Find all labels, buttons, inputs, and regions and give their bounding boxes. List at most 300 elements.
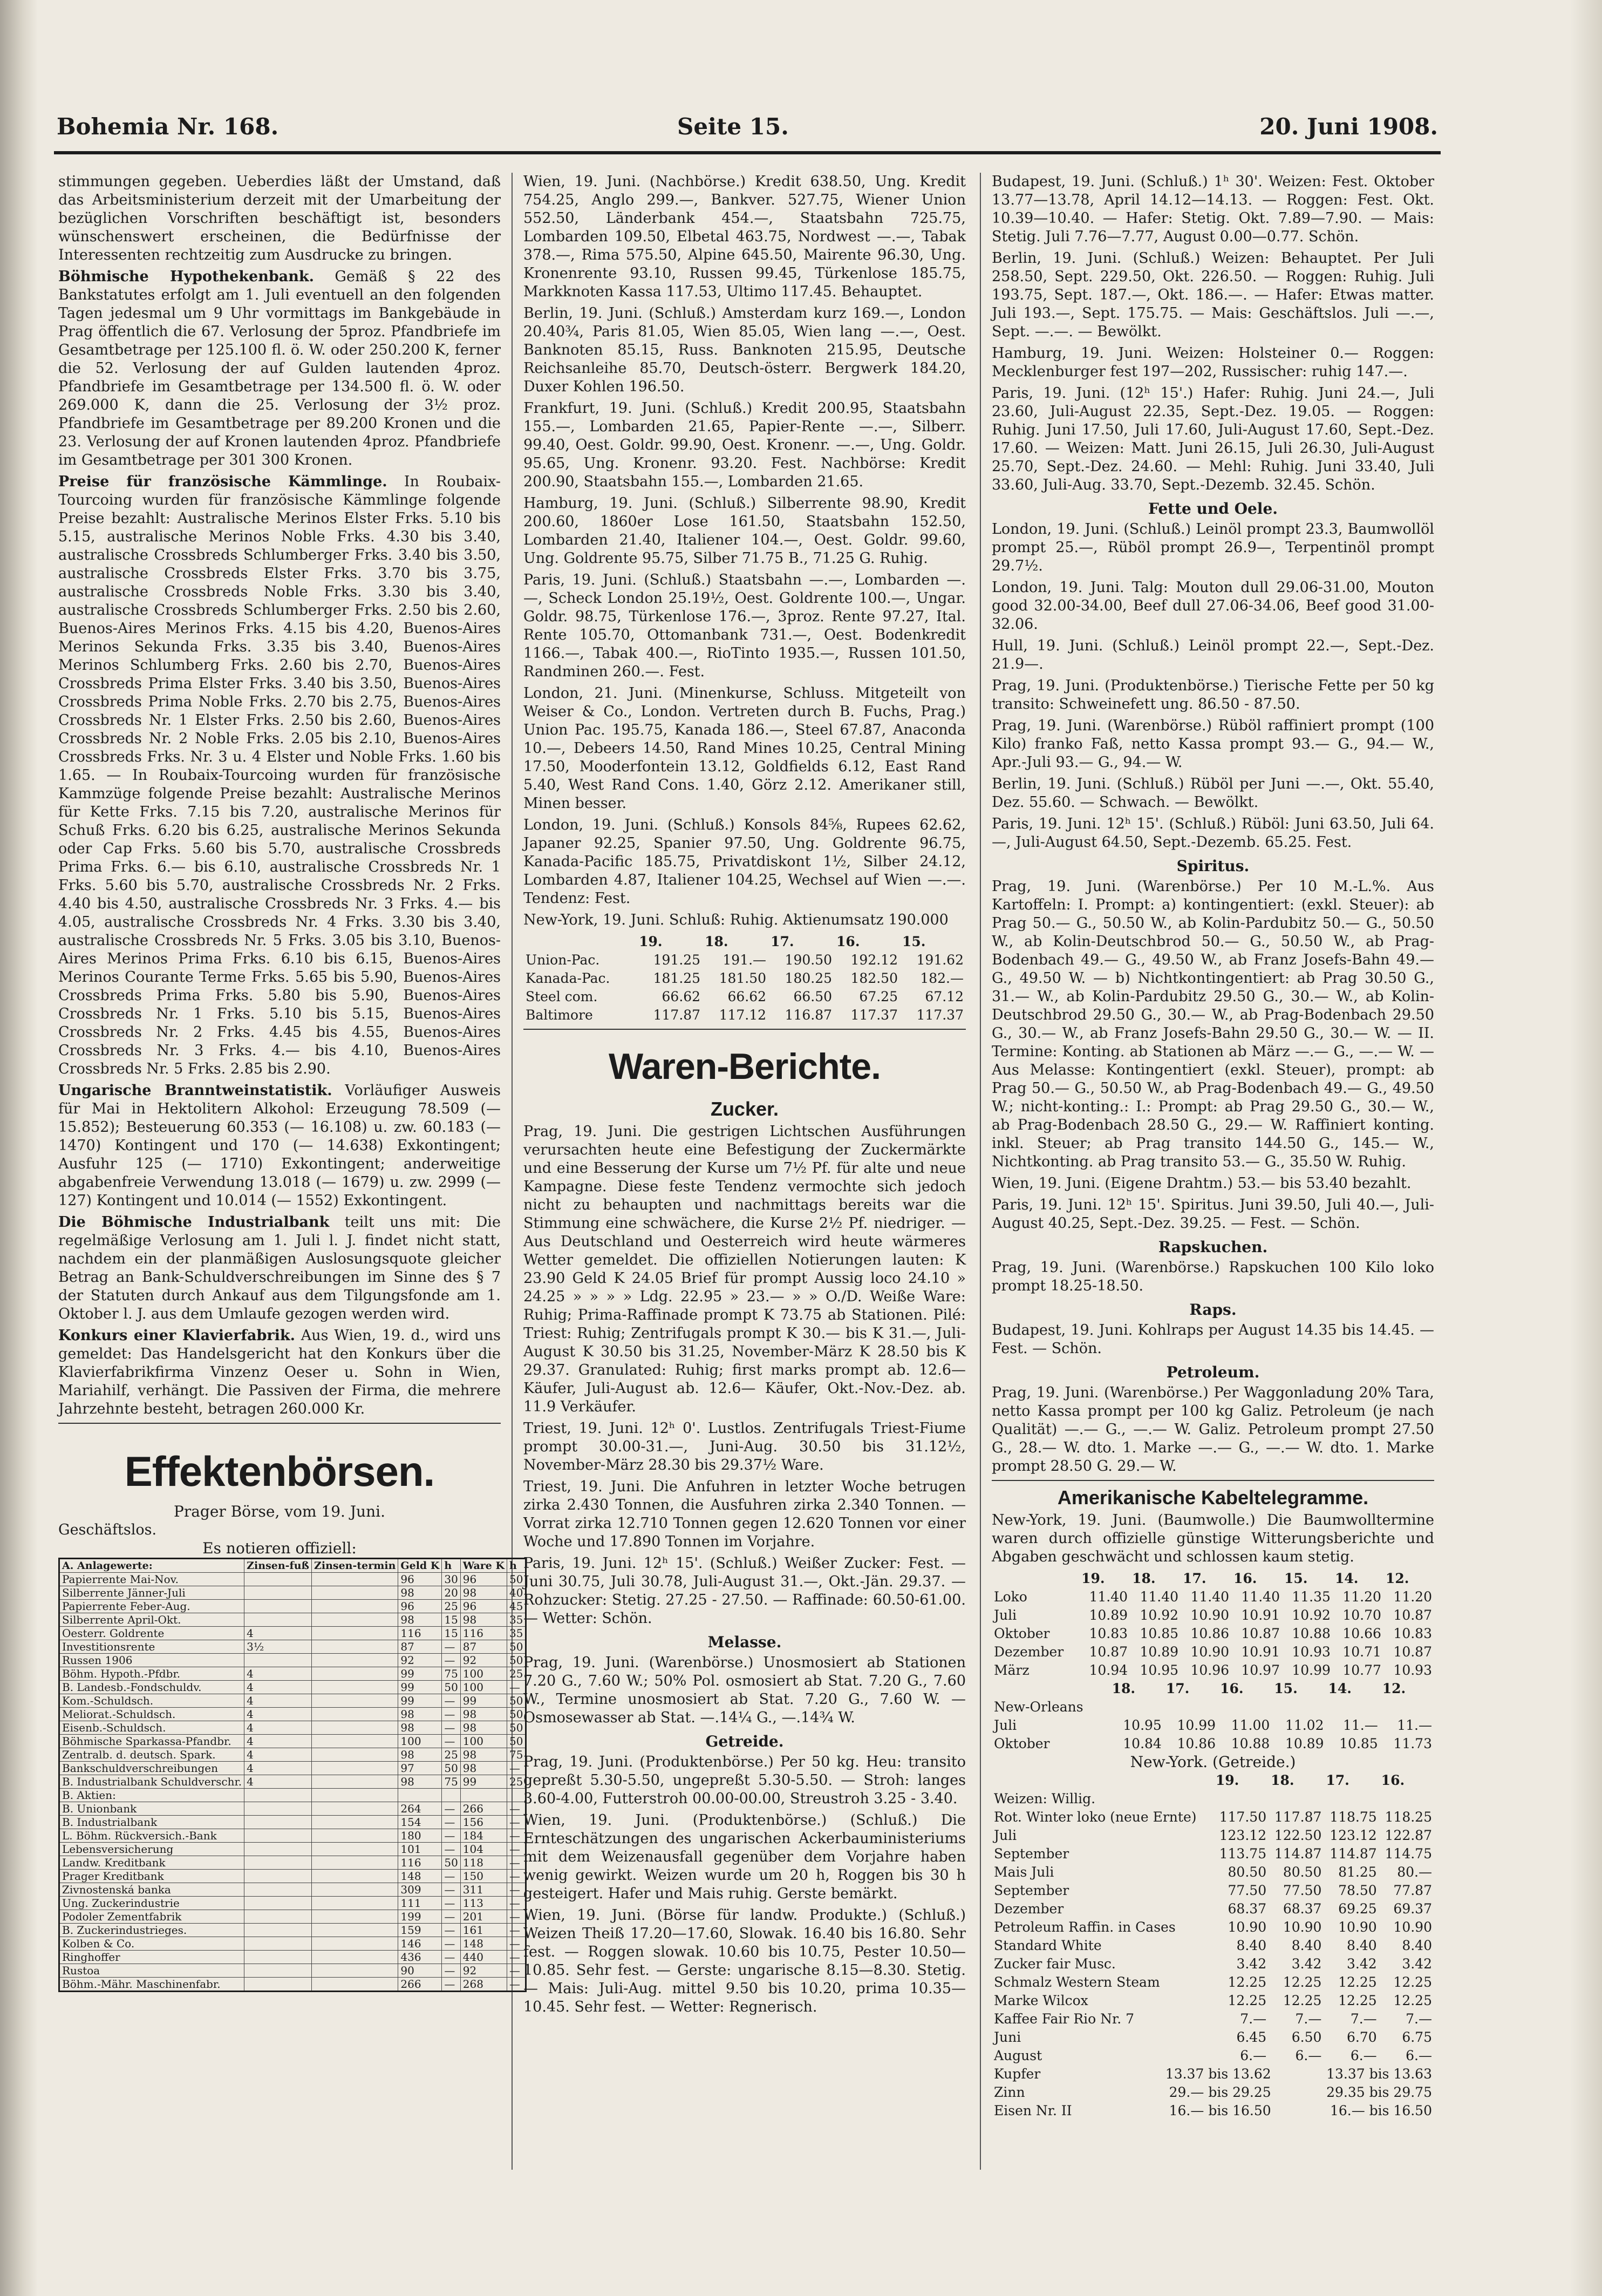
report-london: London, 19. Juni. (Schluß.) Konsols 84⅝, Rupees 62.62, Japaner 92.25, Spanier 97.50, Ung. Goldrente 96.75, Kanada-Pacific 185.75, Privatdiskont 1½, Silber 24.12, Lombarden 4.87, Italiener 104.25, Wechsel auf Wien —.—. Tendenz: Fest.: [523, 817, 966, 907]
table-body: [992, 1588, 1434, 1680]
table-cell: [1379, 1790, 1434, 1808]
table-cell: B. Industrialbank Schuldverschr.: [59, 1775, 244, 1789]
table-cell: 12.25: [1393, 1974, 1432, 1990]
table-cell: 11.40: [1190, 1589, 1230, 1605]
hypo-title: Böhmische Hypothekenbank.: [58, 268, 314, 285]
table-cell: 191.62: [916, 952, 964, 968]
table-cell: 98: [460, 1721, 507, 1735]
table-cell: —: [442, 1910, 460, 1924]
table-cell: 99: [398, 1681, 442, 1694]
table-cell: 50: [507, 1721, 526, 1735]
table-cell: 150: [460, 1870, 507, 1883]
table-cell: Kaffee Fair Rio Nr. 7: [994, 2011, 1135, 2027]
table-cell: [1380, 1698, 1434, 1716]
table-cell: 159: [398, 1924, 442, 1937]
table-cell: 10.96: [1190, 1662, 1230, 1678]
table-cell: 25: [507, 1667, 526, 1681]
table-cell: —: [507, 1883, 526, 1897]
table-cell: Kanada-Pac.: [526, 970, 610, 986]
table-cell: [244, 1789, 312, 1802]
column-1: [58, 173, 523, 1992]
table-cell: 80.—: [1397, 1864, 1432, 1880]
report-hamburg-getreide: Hamburg, 19. Juni. Weizen: Holsteiner 0.— Roggen: Mecklenburger fest 197—202, Russischer: ruhig 147.—.: [992, 345, 1434, 380]
table-cell: 99: [460, 1775, 507, 1789]
table-row: [992, 1992, 1434, 2010]
melasse-title: Melasse.: [707, 1633, 782, 1651]
table-cell: 104: [460, 1843, 507, 1856]
table-row: [523, 988, 966, 1006]
table-cell: 10.94: [1089, 1662, 1128, 1678]
paragraph-branntwein: [58, 1082, 501, 1210]
table-cell: Steel com.: [526, 989, 598, 1004]
table-row: [59, 1924, 526, 1937]
table-cell: 100: [460, 1681, 507, 1694]
report-paris: Paris, 19. Juni. (Schluß.) Staatsbahn —.—, Lombarden —.—, Scheck London 25.19½, Oest. Goldrente 100.—, Ungar. Goldr. 98.75, Türkenlose 176.—, 3proz. Rente 97.27, Ital. Rente 105.70, Ottomanbank 731.—, Oest. Bodenkredit 1166.—, Tabak 400.—, RioTinto 1935.—, Russen 101.50, Randminen 260.—. Fest.: [523, 572, 966, 680]
table-cell: 4: [244, 1748, 312, 1762]
table-cell: 10.90: [1393, 1919, 1432, 1935]
table-cell: —: [442, 1843, 460, 1856]
table-cell: 199: [398, 1910, 442, 1924]
table-cell: [244, 1600, 312, 1613]
table-body: [992, 1698, 1434, 1753]
table-cell: [311, 1694, 398, 1708]
table-cell: [1269, 1790, 1324, 1808]
table-cell: [244, 1978, 312, 1992]
table-cell: Mais Juli: [994, 1864, 1054, 1880]
table-cell: 11.40: [1241, 1589, 1280, 1605]
table-cell: 3.42: [1402, 1956, 1432, 1972]
table-cell: New-Orleans: [994, 1699, 1083, 1715]
table-cell: Böhm. Hypoth.-Pfdbr.: [59, 1667, 244, 1681]
table-cell: —: [442, 1735, 460, 1748]
table-header-cell: 18.: [705, 934, 728, 949]
table-body: [523, 951, 966, 1024]
table-row: [992, 1973, 1434, 1992]
table-cell: [311, 1613, 398, 1627]
preise-text: In Roubaix-Tourcoing wurden für französische Kämmlinge folgende Preise bezahlt: Australische Merinos Elster Frks. 5.10 bis 5.15, australische Merinos Noble Frks. 4.30 bis 3.40, australische Crossbreds Schlumberger Frks. 3.40 bis 3.50, australische Crossbreds Elster Frks. 3.70 bis 3.75, australische Crossbreds Noble Frks. 3.30 bis 3.40, australische Crossbreds Schlumberger Frks. 2.50 bis 2.60, Buenos-Aires Merinos Frks. 4.15 bis 4.20, Buenos-Aires Merinos Sekunda Frks. 3.35 bis 3.40, Buenos-Aires Merinos Schlumberg Frks. 2.60 bis 2.70, Buenos-Aires Crossbreds Prima Elster Frks. 3.40 bis 3.50, Buenos-Aires Crossbreds Prima Noble Frks. 2.70 bis 2.75, Buenos-Aires Crossbreds Nr. 1 Elster Frks. 2.50 bis 2.60, Buenos-Aires Crossbreds Nr. 2 Noble Frks. 2.05 bis 2.10, Buenos-Aires Crossbreds Frks. Nr. 3 u. 4 Elster und Noble Frks. 1.60 bis 1.65. — In Roubaix-Tourcoing wurden für französische Kammzüge folgende Preise bezahlt: Australische Merinos für Kette Frks. 7.15 bis 7.20, australische Merinos für Schuß Frks. 6.20 bis 6.25, australische Merinos Sekunda oder Cap Frks. 5.60 bis 5.70, australische Crossbreds Prima Frks. 6.— bis 6.10, australische Crossbreds Nr. 1 Frks. 5.60 bis 5.70, australische Crossbreds Nr. 2 Frks. 4.40 bis 4.50, australische Crossbreds Nr. 3 Frks. 4.— bis 4.05, australische Crossbreds Nr. 4 Frks. 3.30 bis 3.40, australische Crossbreds Nr. 5 Frks. 3.05 bis 3.10, Buenos-Aires Merinos Prima Frks. 6.10 bis 6.15, Buenos-Aires Merinos Courante Terme Frks. 5.65 bis 5.90, Buenos-Aires Crossbreds Prima Frks. 5.80 bis 5.90, Buenos-Aires Crossbreds Nr. 1 Frks. 5.10 bis 5.15, Buenos-Aires Crossbreds Nr. 2 Frks. 4.45 bis 4.55, Buenos-Aires Crossbreds Nr. 3 Frks. 4.— bis 4.10, Buenos-Aires Crossbreds Nr. 5 Frks. 2.85 bis 2.90.: [58, 473, 501, 1077]
report-newyork: New-York, 19. Juni. Schluß: Ruhig. Aktienumsatz 190.000: [523, 912, 949, 928]
table-cell: 116: [460, 1627, 507, 1640]
table-header-cell: 16.: [1233, 1571, 1257, 1586]
table-cell: 146: [398, 1937, 442, 1951]
table-cell: Juli: [994, 1717, 1017, 1733]
table-cell: 10.93: [1393, 1662, 1432, 1678]
table-row: [59, 1978, 526, 1992]
table-cell: 10.71: [1342, 1644, 1381, 1660]
column-2: [523, 173, 966, 2020]
table-cell: —: [442, 1694, 460, 1708]
table-cell: 10.95: [1140, 1662, 1179, 1678]
report-melasse: Prag, 19. Juni. (Warenbörse.) Unosmosiert ab Stationen 7.20 G., 7.60 W.; 50% Pol. osmosiert ab Stat. 7.20 G., 7.60 W., Termine unosmosiert ab Stat. 7.20 G., 7.60 W. — Osmosewasser ab Stat. —.14¼ G., —.14¾ W.: [523, 1654, 966, 1726]
table-cell: 96: [398, 1573, 442, 1586]
table-cell: [244, 1802, 312, 1816]
table-header-cell: 17.: [1165, 1681, 1190, 1696]
table-body: [59, 1573, 526, 1992]
table-cell: 50: [442, 1856, 460, 1870]
table-cell: 15: [442, 1627, 460, 1640]
table-cell: 116.87: [785, 1007, 833, 1023]
table-cell: 50: [507, 1735, 526, 1748]
table-cell: 92: [460, 1964, 507, 1978]
table-cell: 96: [460, 1600, 507, 1613]
table-row: [59, 1600, 526, 1613]
table-header-cell: [992, 1771, 1214, 1790]
table-cell: 10.87: [1393, 1607, 1432, 1623]
table-cell: 266: [398, 1978, 442, 1992]
table-header-cell: 16.: [1220, 1681, 1244, 1696]
table-cell: [311, 1627, 398, 1640]
table-cell: 10.83: [1089, 1626, 1128, 1641]
table-cell: 117.37: [916, 1007, 964, 1023]
table-cell: [1164, 1698, 1218, 1716]
divider: [523, 1029, 966, 1030]
paragraph-hypothekenbank: [58, 268, 501, 470]
table-row: [59, 1910, 526, 1924]
table-cell: 68.37: [1283, 1901, 1322, 1917]
table-cell: —: [507, 1897, 526, 1910]
table-header-cell: 17.: [1183, 1571, 1206, 1586]
notieren-line: Es notieren offiziell:: [202, 1539, 357, 1557]
table-cell: 99: [398, 1694, 442, 1708]
cotton-table: [992, 1570, 1434, 1680]
table-row: [59, 1654, 526, 1667]
table-cell: 10.86: [1177, 1736, 1216, 1751]
table-row: [992, 2047, 1434, 2065]
table-cell: 192.12: [850, 952, 898, 968]
table-cell: Bankschuldverschreibungen: [59, 1762, 244, 1775]
table-cell: Investitionsrente: [59, 1640, 244, 1654]
table-cell: 268: [460, 1978, 507, 1992]
header-right: 20. Juni 1908.: [1259, 113, 1438, 140]
brannt-title: Ungarische Branntweinstatistik.: [58, 1082, 332, 1099]
paragraph-konkurs: [58, 1327, 501, 1418]
table-cell: 10.70: [1342, 1607, 1381, 1623]
table-cell: [244, 1910, 312, 1924]
table-row: [992, 1588, 1434, 1606]
table-cell: 50: [507, 1708, 526, 1721]
table-row: [523, 969, 966, 988]
table-cell: 98: [460, 1613, 507, 1627]
table-cell: Landw. Kreditbank: [59, 1856, 244, 1870]
table-cell: [1214, 1790, 1269, 1808]
report-getreide-3: Wien, 19. Juni. (Börse für landw. Produkte.) (Schluß.) Weizen Theiß 17.20—17.60, Slowak. 16.40 bis 16.80. Sehr fest. — Roggen slowak. 10.60 bis 10.75, Pester 10.50—10.85. Sehr fest. — Gerste: ungarische 8.15—8.30. Stetig. — Mais: Juli-Aug. mittel 9.50 bis 10.20, prima 10.35—10.45. Sehr fest. — Wetter: Regnerisch.: [523, 1907, 966, 2015]
table-cell: [1324, 1790, 1379, 1808]
table-cell: 13.37 bis 13.63: [1326, 2066, 1432, 2082]
table-cell: 118.25: [1385, 1809, 1432, 1825]
table-cell: 3½: [244, 1640, 312, 1654]
table-cell: [311, 1843, 398, 1856]
table-cell: 6.—: [1295, 2048, 1322, 2063]
table-cell: —: [442, 1829, 460, 1843]
table-cell: Papierrente Mai-Nov.: [59, 1573, 244, 1586]
prague-quote-table: [58, 1558, 527, 1992]
table-row: [992, 1625, 1434, 1643]
table-cell: 78.50: [1338, 1883, 1377, 1898]
table-cell: 3.42: [1236, 1956, 1267, 1972]
table-cell: L. Böhm. Rückversich.-Bank: [59, 1829, 244, 1843]
table-cell: 75: [442, 1775, 460, 1789]
table-cell: März: [994, 1662, 1030, 1678]
table-cell: 6.45: [1236, 2029, 1267, 2045]
table-cell: 67.12: [925, 989, 964, 1004]
table-row: [992, 2083, 1434, 2102]
table-header-cell: 18.: [1132, 1571, 1156, 1586]
hypo-text: Gemäß § 22 des Bankstatutes erfolgt am 1. Juli eventuell an den folgenden Tagen jedesmal um 9 Uhr vormittags im Bankgebäude in Prag öffentlich die 67. Verlosung der 5proz. Pfandbriefe im Gesamtbetrage per 125.100 fl. ö. W. oder 250.200 K, ferner die 52. Verlosung der auf Gulden lautenden 4proz. Pfandbriefe im Gesamtbetrage per 134.500 fl. ö. W. oder 269.000 K, dann die 25. Verlosung der 3½ proz. Pfandbriefe im Gesamtbetrage per 89.200 Kronen und die 23. Verlosung der auf Kronen lautenden 4proz. Pfandbriefe im Gesamtbetrage per 301 300 Kronen.: [58, 268, 501, 468]
indu-text: teilt uns mit: Die regelmäßige Verlosung am 1. Juli l. J. findet nicht statt, nachdem ein der planmäßigen Auslosungsquote gleicher Betrag an Bank-Schuldverschreibungen im Sinne des § 7 der Statuten durch Ankauf aus dem Tilgungsfonde am 1. Oktober l. J. aus dem Umlaufe gezogen werden wird.: [58, 1214, 501, 1322]
report-triest-1: Triest, 19. Juni. 12ʰ 0'. Lustlos. Zentrifugals Triest-Fiume prompt 30.00-31.—, Juni-Aug. 30.50 bis 31.12½, November-März 28.30 bis 29.37½ Ware.: [523, 1420, 966, 1473]
grain-table: [992, 1771, 1434, 2065]
table-cell: [244, 1951, 312, 1964]
table-cell: 50: [442, 1681, 460, 1694]
table-cell: 12.25: [1283, 1993, 1322, 2008]
table-cell: 11.—: [1397, 1717, 1432, 1733]
table-cell: [311, 1910, 398, 1924]
table-cell: 114.87: [1274, 1846, 1322, 1862]
table-cell: [311, 1897, 398, 1910]
table-cell: —: [507, 1802, 526, 1816]
table-cell: 45: [507, 1600, 526, 1613]
table-cell: 184: [460, 1829, 507, 1843]
table-row: [59, 1789, 526, 1802]
table-row: [992, 1698, 1434, 1716]
table-row: [59, 1843, 526, 1856]
table-cell: —: [442, 1721, 460, 1735]
table-cell: 66.62: [727, 989, 767, 1004]
table-row: [59, 1694, 526, 1708]
table-cell: 11.20: [1342, 1589, 1381, 1605]
table-cell: —: [442, 1897, 460, 1910]
table-cell: [311, 1735, 398, 1748]
table-cell: 75: [507, 1748, 526, 1762]
table-cell: 11.02: [1285, 1717, 1324, 1733]
table-cell: 114.87: [1330, 1846, 1377, 1862]
table-cell: [1326, 1698, 1380, 1716]
table-row: [992, 1845, 1434, 1863]
table-cell: 87: [460, 1640, 507, 1654]
table-row: [59, 1721, 526, 1735]
table-row: [992, 1735, 1434, 1753]
table-cell: B. Zuckerindustrieges.: [59, 1924, 244, 1937]
table-cell: 50: [507, 1654, 526, 1667]
table-header-cell: 15.: [1274, 1681, 1298, 1696]
table-cell: [244, 1586, 312, 1600]
table-cell: 10.85: [1339, 1736, 1378, 1751]
table-cell: —: [507, 1951, 526, 1964]
table-cell: 10.90: [1190, 1607, 1230, 1623]
table-cell: 123.12: [1330, 1828, 1377, 1843]
table-cell: 10.88: [1292, 1626, 1331, 1641]
report-petroleum: Prag, 19. Juni. (Warenbörse.) Per Waggonladung 20% Tara, netto Kassa prompt per 100 kg Galiz. Petroleum (je nach Qualität) —.— G., —.— W. Galiz. Petroleum prompt 27.50 G., 28.— W. dto. 1. Marke —.— G., —.— W. dto. 1. Marke prompt 28.50 G. 29.— W.: [992, 1384, 1434, 1475]
table-row: [59, 1816, 526, 1829]
table-cell: 98: [460, 1708, 507, 1721]
table-cell: 69.25: [1338, 1901, 1377, 1917]
report-berlin-getreide: Berlin, 19. Juni. (Schluß.) Weizen: Behauptet. Per Juli 258.50, Sept. 229.50, Okt. 226.50. — Roggen: Ruhig. Juli 193.75, Sept. 187.—, Okt. 186.—. — Hafer: Etwas matter. Juli 193.—, Sept. 175.75. — Mais: Geschäftslos. Juli —.—, Sept. —.—. — Bewölkt.: [992, 250, 1434, 340]
table-cell: 100: [460, 1667, 507, 1681]
table-cell: [311, 1762, 398, 1775]
table-cell: [442, 1789, 460, 1802]
table-cell: 25: [442, 1748, 460, 1762]
table-cell: 10.86: [1190, 1626, 1230, 1641]
table-header-cell: Geld K: [398, 1559, 442, 1573]
table-row: [523, 951, 966, 969]
table-row: [992, 1881, 1434, 1900]
table-cell: 4: [244, 1627, 312, 1640]
table-cell: —: [442, 1654, 460, 1667]
table-cell: 10.87: [1393, 1644, 1432, 1660]
table-row: [992, 1918, 1434, 1937]
table-cell: 116: [398, 1627, 442, 1640]
table-cell: 10.87: [1241, 1626, 1280, 1641]
table-cell: Juni: [994, 2029, 1021, 2045]
table-cell: 11.20: [1393, 1589, 1432, 1605]
table-cell: 181.50: [719, 970, 767, 986]
table-cell: 122.87: [1385, 1828, 1432, 1843]
table-cell: 117.12: [719, 1007, 767, 1023]
table-cell: 77.50: [1228, 1883, 1267, 1898]
table-cell: [311, 1802, 398, 1816]
indu-title: Die Böhmische Industrialbank: [58, 1214, 330, 1231]
page-header: [57, 113, 1438, 146]
petroleum-title: Petroleum.: [1166, 1363, 1260, 1381]
table-cell: 75: [442, 1667, 460, 1681]
table-header-cell: A. Anlagewerte:: [59, 1559, 244, 1573]
table-cell: —: [442, 1816, 460, 1829]
table-cell: 148: [398, 1870, 442, 1883]
getreide-title: Getreide.: [705, 1733, 784, 1750]
table-row: [59, 1937, 526, 1951]
table-cell: 29.— bis 29.25: [1169, 2084, 1271, 2100]
report-kabel: New-York, 19. Juni. (Baumwolle.) Die Baumwolltermine waren durch offizielle günstige Witterungsberichte und Abgaben geschwächt und schlossen kaum stetig.: [992, 1512, 1434, 1565]
table-cell: [244, 1870, 312, 1883]
table-cell: —: [442, 1640, 460, 1654]
table-cell: 13.37 bis 13.62: [1165, 2066, 1271, 2082]
table-cell: Loko: [994, 1589, 1027, 1605]
table-cell: [244, 1816, 312, 1829]
table-cell: Ringhoffer: [59, 1951, 244, 1964]
table-header-row: [992, 1570, 1434, 1588]
table-cell: —: [507, 1816, 526, 1829]
table-cell: 156: [460, 1816, 507, 1829]
column-separator: [980, 173, 981, 2170]
table-cell: [311, 1573, 398, 1586]
table-cell: Petroleum Raffin. in Cases: [994, 1919, 1176, 1935]
table-header-cell: 18.: [1271, 1772, 1294, 1788]
table-header-cell: 15.: [902, 934, 926, 949]
table-cell: 20: [442, 1586, 460, 1600]
report-fette-6: Berlin, 19. Juni. (Schluß.) Rüböl per Juni —.—, Okt. 55.40, Dez. 55.60. — Schwach. — Bewölkt.: [992, 776, 1434, 811]
table-cell: [311, 1829, 398, 1843]
table-row: [59, 1897, 526, 1910]
table-cell: 99: [460, 1694, 507, 1708]
table-cell: 92: [460, 1654, 507, 1667]
table-cell: 97: [398, 1762, 442, 1775]
table-cell: 50: [442, 1762, 460, 1775]
table-cell: Eisen Nr. II: [994, 2103, 1072, 2118]
table-cell: 96: [460, 1573, 507, 1586]
table-row: [59, 1870, 526, 1883]
table-cell: 161: [460, 1924, 507, 1937]
table-cell: [311, 1748, 398, 1762]
table-cell: 100: [398, 1735, 442, 1748]
table-cell: 69.37: [1393, 1901, 1432, 1917]
orleans-table: [992, 1680, 1434, 1753]
table-cell: [311, 1951, 398, 1964]
table-cell: Dezember: [994, 1644, 1064, 1660]
table-cell: 6.—: [1240, 2048, 1267, 2063]
table-cell: 66.62: [662, 989, 701, 1004]
table-cell: B. Landesb.-Fondschuldv.: [59, 1681, 244, 1694]
table-header-cell: 19.: [639, 934, 663, 949]
table-cell: 266: [460, 1802, 507, 1816]
table-cell: 98: [460, 1586, 507, 1600]
table-cell: [244, 1897, 312, 1910]
table-cell: Oktober: [994, 1736, 1050, 1751]
table-cell: 201: [460, 1910, 507, 1924]
table-row: [59, 1613, 526, 1627]
table-cell: 11.40: [1140, 1589, 1179, 1605]
table-cell: Podoler Zementfabrik: [59, 1910, 244, 1924]
table-cell: 10.89: [1089, 1607, 1128, 1623]
prager-boerse-line: Prager Börse, vom 19. Juni.: [174, 1503, 385, 1520]
table-cell: Juli: [994, 1607, 1017, 1623]
table-cell: 10.89: [1285, 1736, 1324, 1751]
table-cell: 440: [460, 1951, 507, 1964]
raps-title: Raps.: [1189, 1301, 1237, 1319]
table-cell: —: [442, 1870, 460, 1883]
table-cell: 311: [460, 1883, 507, 1897]
report-berlin: Berlin, 19. Juni. (Schluß.) Amsterdam kurz 169.—, London 20.40¾, Paris 81.05, Wien 85.05, Wien lang —.—, Oest. Banknoten 85.15, Russ. Banknoten 215.95, Deutsche Reichsanleihe 85.70, Deutsch-österr. Bergwerk 184.20, Duxer Kohlen 196.50.: [523, 305, 966, 395]
table-row: [992, 1606, 1434, 1625]
table-header-cell: 14.: [1334, 1571, 1359, 1586]
table-row: [59, 1667, 526, 1681]
paragraph-industrialbank: [58, 1213, 501, 1323]
table-cell: [244, 1654, 312, 1667]
table-cell: Eisenb.-Schuldsch.: [59, 1721, 244, 1735]
table-cell: 25: [442, 1600, 460, 1613]
table-cell: 25: [507, 1775, 526, 1789]
table-cell: 8.40: [1236, 1938, 1267, 1953]
report-budapest: Budapest, 19. Juni. (Schluß.) 1ʰ 30'. Weizen: Fest. Oktober 13.77—13.78, April 14.12—14.13. — Roggen: Fest. Okt. 10.39—10.40. — Hafer: Stetig. Okt. 7.89—7.90. — Mais: Stetig. Juli 7.76—7.77, August 0.00—0.77. Schön.: [992, 173, 1434, 245]
table-cell: 116: [398, 1856, 442, 1870]
table-row: [992, 2065, 1434, 2083]
zucker-title: Zucker.: [710, 1098, 779, 1120]
table-cell: 113: [460, 1897, 507, 1910]
table-cell: B. Industrialbank: [59, 1816, 244, 1829]
table-cell: [311, 1640, 398, 1654]
table-cell: 182.—: [920, 970, 964, 986]
table-cell: Silberrente Jänner-Juli: [59, 1586, 244, 1600]
table-cell: 10.77: [1342, 1662, 1381, 1678]
table-header-row: [992, 1771, 1434, 1790]
table-cell: 264: [398, 1802, 442, 1816]
table-cell: Zinn: [994, 2084, 1025, 2100]
konk-title: Konkurs einer Klavierfabrik.: [58, 1327, 295, 1344]
report-fette-1: London, 19. Juni. (Schluß.) Leinöl prompt 23.3, Baumwollöl prompt 25.—, Rüböl prompt 26.9—, Terpentinöl prompt 29.7½.: [992, 521, 1434, 574]
table-cell: 10.91: [1241, 1644, 1280, 1660]
table-cell: 35: [507, 1627, 526, 1640]
table-cell: 98: [398, 1613, 442, 1627]
table-cell: 8.40: [1347, 1938, 1377, 1953]
table-cell: Silberrente April-Okt.: [59, 1613, 244, 1627]
table-body: [992, 2065, 1434, 2120]
table-cell: 92: [398, 1654, 442, 1667]
table-cell: 16.— bis 16.50: [1169, 2103, 1271, 2118]
table-cell: 40: [507, 1586, 526, 1600]
table-cell: 10.99: [1177, 1717, 1216, 1733]
table-cell: Oktober: [994, 1626, 1050, 1641]
table-header-cell: 15.: [1284, 1571, 1308, 1586]
header-rule: [54, 151, 1441, 154]
